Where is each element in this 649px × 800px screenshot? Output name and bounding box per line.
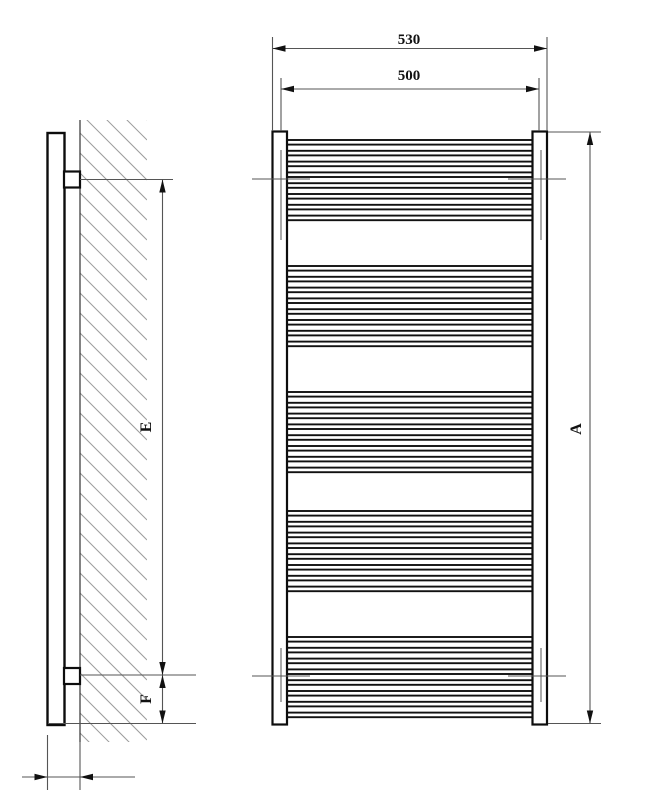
- hatch-line: [80, 153, 147, 220]
- rung: [286, 713, 534, 718]
- rung: [286, 392, 534, 397]
- rung: [286, 424, 534, 429]
- rung: [286, 543, 534, 548]
- hatch-line: [80, 253, 147, 320]
- rung: [286, 183, 534, 188]
- arrow-530-left: [273, 45, 286, 51]
- hatch-line: [80, 173, 147, 240]
- rung: [286, 216, 534, 221]
- hatch-line: [80, 233, 147, 300]
- rung: [286, 298, 534, 303]
- rung: [286, 457, 534, 462]
- label-pitch-width: 500: [397, 68, 421, 84]
- radiator-rungs: [286, 140, 534, 717]
- arrow-depth-right: [80, 774, 93, 780]
- rung: [286, 669, 534, 674]
- hatch-line: [80, 513, 147, 580]
- rung: [286, 414, 534, 419]
- hatch-line: [80, 113, 147, 180]
- arrow-500-left: [281, 86, 294, 92]
- rung: [286, 511, 534, 516]
- hatch-line: [80, 453, 147, 520]
- rung: [286, 435, 534, 440]
- rung: [286, 702, 534, 707]
- hatch-line: [80, 293, 147, 360]
- hatch-line: [80, 493, 147, 560]
- rung: [286, 522, 534, 527]
- arrow-E-top: [159, 180, 165, 193]
- hatch-line: [80, 573, 147, 640]
- hatch-line: [80, 613, 147, 680]
- hatch-line: [80, 213, 147, 280]
- rung: [286, 659, 534, 664]
- rung: [286, 468, 534, 473]
- rung: [286, 680, 534, 685]
- rung: [286, 403, 534, 408]
- arrow-A-bottom: [587, 711, 593, 724]
- left-collector-tube: [273, 132, 288, 725]
- rung: [286, 691, 534, 696]
- hatch-line: [80, 133, 147, 200]
- rung: [286, 342, 534, 347]
- arrow-A-top: [587, 132, 593, 145]
- arrow-500-right: [526, 86, 539, 92]
- rung: [286, 587, 534, 592]
- hatch-line: [80, 373, 147, 440]
- rung: [286, 140, 534, 145]
- hatch-line: [80, 93, 147, 160]
- hatch-line: [80, 673, 147, 740]
- hatch-line: [80, 533, 147, 600]
- arrow-E-bottom: [159, 662, 165, 675]
- hatch-line: [80, 433, 147, 500]
- side-view: [48, 53, 148, 800]
- arrow-F-top: [159, 675, 165, 688]
- rung: [286, 277, 534, 282]
- label-bracket-offset-F: F: [138, 694, 155, 704]
- hatch-line: [80, 473, 147, 540]
- hatch-line: [80, 333, 147, 400]
- hatch-line: [80, 653, 147, 720]
- arrow-530-right: [534, 45, 547, 51]
- right-collector-tube: [533, 132, 548, 725]
- hatch-line: [80, 393, 147, 460]
- hatch-line: [80, 693, 147, 760]
- hatch-line: [80, 633, 147, 700]
- rung: [286, 162, 534, 167]
- hatch-line: [80, 353, 147, 420]
- bottom-bracket: [64, 668, 80, 684]
- rung: [286, 172, 534, 177]
- rung: [286, 309, 534, 314]
- hatch-line: [80, 553, 147, 620]
- rung: [286, 637, 534, 642]
- rung: [286, 151, 534, 156]
- rung: [286, 554, 534, 559]
- rung: [286, 565, 534, 570]
- rung: [286, 288, 534, 293]
- hatch-line: [80, 193, 147, 260]
- rung: [286, 194, 534, 199]
- label-bracket-span-E: E: [138, 421, 155, 433]
- hatch-line: [80, 413, 147, 480]
- rung: [286, 446, 534, 451]
- hatch-line: [80, 53, 147, 120]
- top-bracket: [64, 172, 80, 188]
- rung: [286, 205, 534, 210]
- rung: [286, 533, 534, 538]
- hatch-line: [80, 313, 147, 380]
- label-height-A: A: [568, 423, 585, 435]
- arrow-F-bottom: [159, 711, 165, 724]
- hatch-line: [80, 733, 147, 800]
- label-outer-width: 530: [397, 32, 421, 48]
- hatch-line: [80, 593, 147, 660]
- rung: [286, 576, 534, 581]
- rung: [286, 648, 534, 653]
- rung: [286, 331, 534, 336]
- radiator-side-profile: [48, 133, 65, 725]
- rung: [286, 266, 534, 271]
- hatch-line: [80, 273, 147, 340]
- arrow-depth-left: [35, 774, 48, 780]
- front-view: [252, 132, 566, 725]
- wall-hatching: [80, 53, 147, 800]
- rung: [286, 320, 534, 325]
- hatch-line: [80, 73, 147, 140]
